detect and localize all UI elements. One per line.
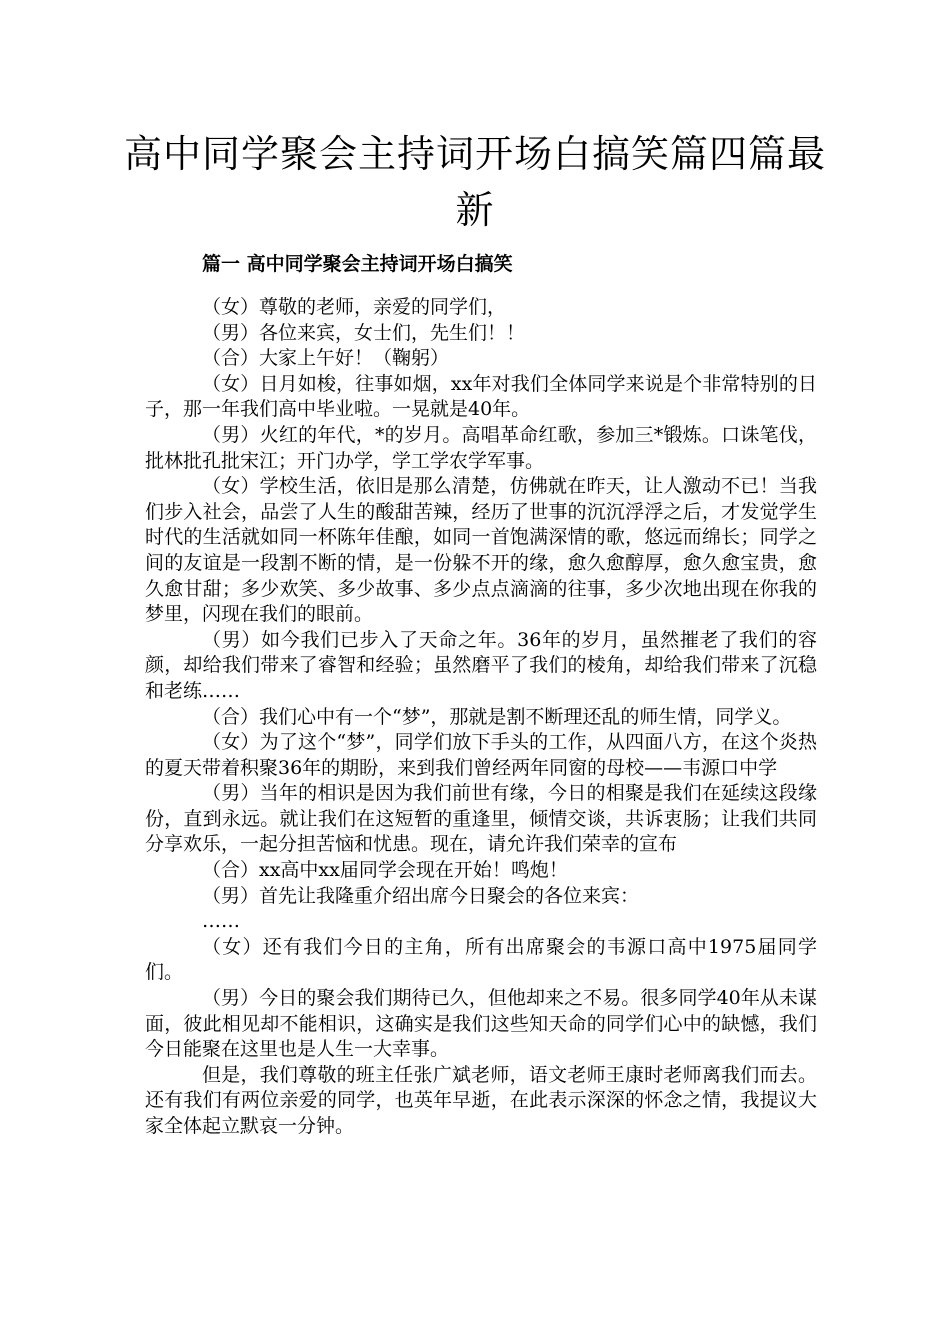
paragraph: （男）首先让我隆重介绍出席今日聚会的各位来宾： — [202, 884, 640, 907]
paragraph: （男）如今我们已步入了天命之年。36年的岁月，虽然摧老了我们的容颜，却给我们带来了睿智和经验；虽然磨平了我们的棱角，却给我们带来了沉稳和老练…… — [145, 628, 817, 702]
paragraph: （男）今日的聚会我们期待已久，但他却来之不易。很多同学40年从未谋面，彼此相见却不能相识，这确实是我们这些知天命的同学们心中的缺憾，我们今日能聚在这里也是人生一大幸事。 — [145, 987, 817, 1061]
document-body — [145, 295, 817, 1140]
paragraph: 但是，我们尊敬的班主任张广斌老师，语文老师王康时老师离我们而去。还有我们有两位亲爱的同学，也英年早逝，在此表示深深的怀念之情，我提议大家全体起立默哀一分钟。 — [145, 1063, 817, 1137]
document-title: 高中同学聚会主持词开场白搞笑篇四篇最新 — [123, 132, 826, 232]
paragraph: （合）xx高中xx届同学会现在开始！鸣炮！ — [202, 859, 568, 882]
paragraph: （男）各位来宾，女士们，先生们！！ — [202, 321, 526, 344]
paragraph: （男）火红的年代，*的岁月。高唱革命红歌，参加三*锻炼。口诛笔伐，批林批孔批宋江；开门办学，学工学农学军事。 — [145, 423, 817, 472]
section-heading: 篇一 高中同学聚会主持词开场白搞笑 — [202, 253, 513, 275]
paragraph: （男）当年的相识是因为我们前世有缘，今日的相聚是我们在延续这段缘份，直到永远。就让我们在这短暂的重逢里，倾情交谈，共诉衷肠；让我们共同分享欢乐，一起分担苦恼和忧患。现在，请允许我们荣幸的宣布 — [145, 782, 817, 856]
paragraph: …… — [202, 910, 240, 933]
paragraph: （合）大家上午好！（鞠躬） — [202, 347, 450, 370]
paragraph: （女）日月如梭，往事如烟，xx年对我们全体同学来说是个非常特别的日子，那一年我们高中毕业啦。一晃就是40年。 — [145, 372, 817, 421]
paragraph: （女）学校生活，依旧是那么清楚，仿佛就在昨天，让人激动不已！当我们步入社会，品尝了人生的酸甜苦辣，经历了世事的沉沉浮浮之后，才发觉学生时代的生活就如同一杯陈年佳酿，如同一首饱满深情的歌，悠远而绵长；同学之间的友谊是一段割不断的情，是一份躲不开的缘，愈久愈醇厚，愈久愈宝贵，愈久愈甘甜；多少欢笑、多少故事、多少点点滴滴的往事，多少次地出现在你我的梦里，闪现在我们的眼前。 — [145, 475, 817, 626]
paragraph: （女）尊敬的老师，亲爱的同学们， — [202, 296, 507, 318]
paragraph: （合）我们心中有一个“梦”，那就是割不断理还乱的师生情，同学义。 — [202, 705, 792, 728]
paragraph: （女）还有我们今日的主角，所有出席聚会的韦源口高中1975届同学们。 — [145, 935, 817, 984]
paragraph: （女）为了这个“梦”，同学们放下手头的工作，从四面八方，在这个炎热的夏天带着积聚36年的期盼，来到我们曾经两年同窗的母校——韦源口中学 — [145, 731, 817, 779]
